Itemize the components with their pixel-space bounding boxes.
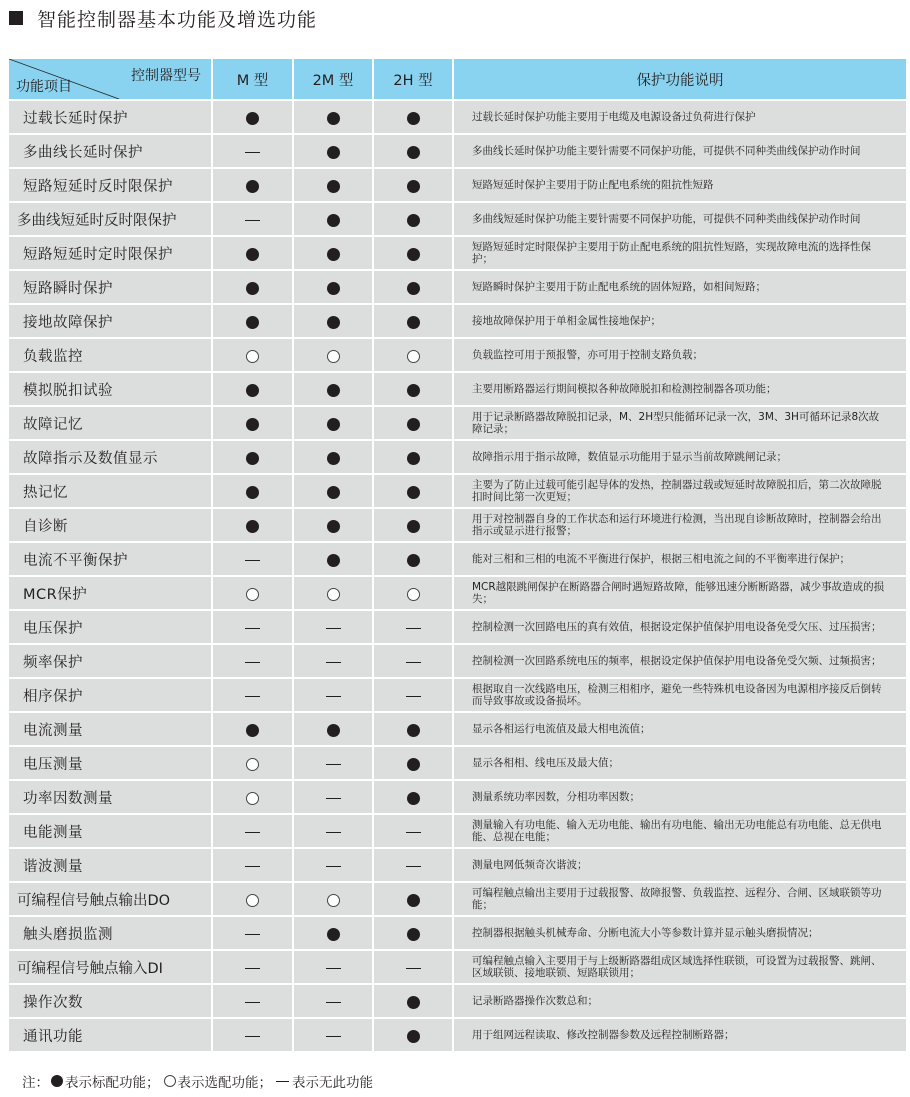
dash-icon <box>326 968 341 969</box>
support-cell-h2 <box>374 475 454 509</box>
filled-circle-icon <box>246 724 259 737</box>
legend-note <box>22 1071 373 1091</box>
support-cell-m2 <box>294 1019 374 1053</box>
support-cell-m2 <box>294 475 374 509</box>
support-cell-m2 <box>294 883 374 917</box>
table-row <box>9 543 906 577</box>
table-row <box>9 611 906 645</box>
support-cell-m <box>213 815 294 849</box>
page-title <box>9 6 317 30</box>
open-circle-icon <box>327 350 340 363</box>
dash-icon <box>245 866 260 867</box>
function-name: 多曲线长延时保护 <box>9 135 213 169</box>
support-cell-h2 <box>374 135 454 169</box>
open-circle-icon <box>246 894 259 907</box>
filled-circle-icon <box>327 418 340 431</box>
support-cell-m <box>213 849 294 883</box>
function-name: 短路短延时定时限保护 <box>9 237 213 271</box>
support-cell-m2 <box>294 917 374 951</box>
header-m: M 型 <box>213 59 294 101</box>
function-description: 可编程触点输入主要用于与上级断路器组成区域选择性联锁，可设置为过载报警、跳闸、区域联锁、接地联锁、短路联锁用； <box>454 951 906 985</box>
function-name: 电压测量 <box>9 747 213 781</box>
filled-circle-icon <box>327 248 340 261</box>
table-row <box>9 169 906 203</box>
function-description: 接地故障保护用于单相金属性接地保护； <box>454 305 906 339</box>
function-description: 测量系统功率因数，分相功率因数； <box>454 781 906 815</box>
function-description: 多曲线长延时保护功能主要针需要不同保护功能，可提供不同种类曲线保护动作时间 <box>454 135 906 169</box>
dash-icon <box>245 832 260 833</box>
open-circle-icon <box>327 588 340 601</box>
support-cell-h2 <box>374 747 454 781</box>
table-row <box>9 713 906 747</box>
function-name: 频率保护 <box>9 645 213 679</box>
function-table <box>9 59 906 1053</box>
function-description: 控制检测一次回路电压的真有效值，根据设定保护值保护用电设备免受欠压、过压损害； <box>454 611 906 645</box>
function-description: 控制器根据触头机械寿命、分断电流大小等参数计算并显示触头磨损情况； <box>454 917 906 951</box>
dash-icon <box>245 152 260 153</box>
dash-icon <box>245 1002 260 1003</box>
dash-icon <box>326 798 341 799</box>
function-name: 热记忆 <box>9 475 213 509</box>
filled-circle-icon <box>407 180 420 193</box>
filled-circle-icon <box>327 486 340 499</box>
dash-icon <box>245 662 260 663</box>
table-row <box>9 849 906 883</box>
note-prefix: 注： <box>22 1075 49 1091</box>
support-cell-m <box>213 475 294 509</box>
function-description: 显示各相运行电流值及最大相电流值； <box>454 713 906 747</box>
filled-circle-icon <box>246 316 259 329</box>
open-circle-icon <box>246 350 259 363</box>
support-cell-m <box>213 169 294 203</box>
support-cell-h2 <box>374 679 454 713</box>
filled-circle-icon <box>407 316 420 329</box>
dash-icon <box>406 696 421 697</box>
support-cell-m <box>213 339 294 373</box>
function-description: 能对三相和三相的电流不平衡进行保护，根据三相电流之间的不平衡率进行保护； <box>454 543 906 577</box>
function-description: 主要用断路器运行期间模拟各种故障脱扣和检测控制器各项功能； <box>454 373 906 407</box>
support-cell-h2 <box>374 305 454 339</box>
function-name: 负载监控 <box>9 339 213 373</box>
support-cell-h2 <box>374 169 454 203</box>
function-name: 自诊断 <box>9 509 213 543</box>
table-row <box>9 305 906 339</box>
dash-icon <box>406 628 421 629</box>
support-cell-m2 <box>294 509 374 543</box>
support-cell-h2 <box>374 203 454 237</box>
support-cell-m2 <box>294 713 374 747</box>
dash-icon <box>326 1036 341 1037</box>
filled-circle-icon <box>246 112 259 125</box>
filled-circle-icon <box>407 112 420 125</box>
header-row <box>9 59 906 101</box>
support-cell-m <box>213 271 294 305</box>
function-name: 可编程信号触点输入DI <box>9 951 213 985</box>
filled-circle-icon <box>327 214 340 227</box>
dash-icon <box>326 866 341 867</box>
header-2m: 2M 型 <box>294 59 374 101</box>
filled-circle-icon <box>327 146 340 159</box>
support-cell-m <box>213 645 294 679</box>
header-corner-cell <box>9 59 213 101</box>
support-cell-m <box>213 237 294 271</box>
support-cell-h2 <box>374 815 454 849</box>
function-description: 测量输入有功电能、输入无功电能、输出有功电能、输出无功电能总有功电能、总无供电能、总视在电能； <box>454 815 906 849</box>
filled-circle-icon <box>327 554 340 567</box>
support-cell-m <box>213 543 294 577</box>
dash-icon <box>245 628 260 629</box>
function-description: 用于对控制器自身的工作状态和运行环境进行检测，当出现自诊断故障时，控制器会给出指示或显示进行报警； <box>454 509 906 543</box>
dash-icon <box>326 764 341 765</box>
support-cell-h2 <box>374 441 454 475</box>
function-description: 多曲线短延时保护功能主要针需要不同保护功能，可提供不同种类曲线保护动作时间 <box>454 203 906 237</box>
function-description: 用于记录断路器故障脱扣记录，M、2H型只能循环记录一次，3M、3H可循环记录8次故障记录； <box>454 407 906 441</box>
function-name: 接地故障保护 <box>9 305 213 339</box>
function-description: 短路瞬时保护主要用于防止配电系统的固体短路，如相间短路； <box>454 271 906 305</box>
dash-icon <box>245 220 260 221</box>
filled-circle-icon <box>246 248 259 261</box>
support-cell-m2 <box>294 237 374 271</box>
filled-circle-icon <box>327 724 340 737</box>
filled-circle-icon <box>246 452 259 465</box>
filled-circle-icon <box>246 520 259 533</box>
dash-icon <box>245 934 260 935</box>
support-cell-h2 <box>374 339 454 373</box>
function-description: MCR越限跳闸保护在断路器合闸时遇短路故障，能够迅速分断断路器，减少事故造成的损失； <box>454 577 906 611</box>
function-name: 功率因数测量 <box>9 781 213 815</box>
filled-circle-icon <box>327 112 340 125</box>
table-row <box>9 475 906 509</box>
support-cell-m2 <box>294 747 374 781</box>
filled-circle-icon <box>407 146 420 159</box>
header-2h: 2H 型 <box>374 59 454 101</box>
table-row <box>9 271 906 305</box>
support-cell-m2 <box>294 373 374 407</box>
function-name: 故障记忆 <box>9 407 213 441</box>
support-cell-m <box>213 135 294 169</box>
support-cell-m <box>213 373 294 407</box>
support-cell-h2 <box>374 1019 454 1053</box>
support-cell-m2 <box>294 985 374 1019</box>
dash-icon <box>276 1081 289 1082</box>
function-description: 测量电网低频奇次谐波； <box>454 849 906 883</box>
title-square-icon <box>9 11 23 25</box>
support-cell-h2 <box>374 101 454 135</box>
function-description: 故障指示用于指示故障，数值显示功能用于显示当前故障跳闸记录； <box>454 441 906 475</box>
header-model-label: 控制器型号 <box>131 68 201 84</box>
filled-circle-icon <box>327 282 340 295</box>
filled-circle-icon <box>407 214 420 227</box>
dash-icon <box>406 968 421 969</box>
support-cell-m2 <box>294 339 374 373</box>
table-row <box>9 883 906 917</box>
support-cell-m <box>213 951 294 985</box>
table-row <box>9 135 906 169</box>
table-row <box>9 509 906 543</box>
function-description: 记录断路器操作次数总和； <box>454 985 906 1019</box>
support-cell-h2 <box>374 713 454 747</box>
filled-circle-icon <box>407 248 420 261</box>
filled-circle-icon <box>327 452 340 465</box>
filled-circle-icon <box>246 418 259 431</box>
filled-circle-icon <box>407 758 420 771</box>
table-row <box>9 237 906 271</box>
note-circle-text: 表示选配功能； <box>177 1075 272 1091</box>
function-description: 用于组网远程读取、修改控制器参数及远程控制断路器； <box>454 1019 906 1053</box>
support-cell-h2 <box>374 509 454 543</box>
support-cell-m <box>213 679 294 713</box>
function-name: MCR保护 <box>9 577 213 611</box>
dash-icon <box>245 1036 260 1037</box>
open-circle-icon <box>246 792 259 805</box>
function-name: 触头磨损监测 <box>9 917 213 951</box>
table-row <box>9 679 906 713</box>
support-cell-m <box>213 407 294 441</box>
support-cell-m2 <box>294 101 374 135</box>
function-description: 主要为了防止过载可能引起导体的发热，控制器过载或短延时故障脱扣后，第二次故障脱扣时间比第一次更短； <box>454 475 906 509</box>
open-circle-icon <box>246 588 259 601</box>
dash-icon <box>326 696 341 697</box>
dash-icon <box>406 662 421 663</box>
support-cell-m <box>213 203 294 237</box>
support-cell-m2 <box>294 203 374 237</box>
filled-circle-icon <box>407 724 420 737</box>
table-row <box>9 917 906 951</box>
filled-circle-icon <box>407 792 420 805</box>
support-cell-h2 <box>374 883 454 917</box>
table-row <box>9 203 906 237</box>
function-name: 短路瞬时保护 <box>9 271 213 305</box>
table-row <box>9 577 906 611</box>
open-circle-icon <box>164 1075 176 1087</box>
header-desc: 保护功能说明 <box>454 59 906 101</box>
function-description: 短路短延时保护主要用于防止配电系统的阻抗性短路 <box>454 169 906 203</box>
support-cell-m2 <box>294 543 374 577</box>
support-cell-m <box>213 611 294 645</box>
support-cell-m2 <box>294 407 374 441</box>
filled-circle-icon <box>407 418 420 431</box>
function-name: 短路短延时反时限保护 <box>9 169 213 203</box>
support-cell-m <box>213 883 294 917</box>
dash-icon <box>326 1002 341 1003</box>
support-cell-m2 <box>294 271 374 305</box>
support-cell-m2 <box>294 679 374 713</box>
support-cell-m2 <box>294 169 374 203</box>
dash-icon <box>245 696 260 697</box>
support-cell-m <box>213 985 294 1019</box>
support-cell-h2 <box>374 373 454 407</box>
support-cell-m2 <box>294 577 374 611</box>
function-description: 短路短延时定时限保护主要用于防止配电系统的阻抗性短路，实现故障电流的选择性保护； <box>454 237 906 271</box>
function-description: 根据取自一次线路电压，检测三相相序，避免一些特殊机电设备因为电源相序接反后倒转而导致事故或设备损坏。 <box>454 679 906 713</box>
table-row <box>9 339 906 373</box>
function-description: 显示各相相、线电压及最大值； <box>454 747 906 781</box>
dash-icon <box>245 560 260 561</box>
support-cell-m2 <box>294 135 374 169</box>
filled-circle-icon <box>246 486 259 499</box>
table-row <box>9 101 906 135</box>
support-cell-m <box>213 747 294 781</box>
filled-circle-icon <box>407 928 420 941</box>
filled-circle-icon <box>246 282 259 295</box>
filled-circle-icon <box>246 180 259 193</box>
support-cell-m <box>213 713 294 747</box>
filled-circle-icon <box>327 520 340 533</box>
support-cell-m <box>213 1019 294 1053</box>
filled-circle-icon <box>407 996 420 1009</box>
open-circle-icon <box>407 350 420 363</box>
title-text: 智能控制器基本功能及增选功能 <box>37 8 318 31</box>
support-cell-m2 <box>294 781 374 815</box>
table-row <box>9 985 906 1019</box>
dash-icon <box>326 832 341 833</box>
filled-circle-icon <box>327 384 340 397</box>
support-cell-m <box>213 917 294 951</box>
open-circle-icon <box>407 588 420 601</box>
support-cell-h2 <box>374 237 454 271</box>
support-cell-h2 <box>374 849 454 883</box>
support-cell-m2 <box>294 951 374 985</box>
filled-circle-icon <box>407 1030 420 1043</box>
dash-icon <box>406 866 421 867</box>
filled-circle-icon <box>407 384 420 397</box>
support-cell-h2 <box>374 577 454 611</box>
support-cell-m2 <box>294 815 374 849</box>
dash-icon <box>326 628 341 629</box>
filled-circle-icon <box>327 928 340 941</box>
function-name: 多曲线短延时反时限保护 <box>9 203 213 237</box>
filled-circle-icon <box>407 520 420 533</box>
support-cell-m <box>213 577 294 611</box>
function-name: 操作次数 <box>9 985 213 1019</box>
support-cell-h2 <box>374 917 454 951</box>
header-function-label: 功能项目 <box>16 79 72 95</box>
function-name: 电流测量 <box>9 713 213 747</box>
support-cell-m2 <box>294 849 374 883</box>
support-cell-m <box>213 781 294 815</box>
dash-icon <box>245 968 260 969</box>
table-row <box>9 1019 906 1053</box>
note-dot-text: 表示标配功能； <box>65 1075 160 1091</box>
support-cell-h2 <box>374 543 454 577</box>
dash-icon <box>326 662 341 663</box>
filled-circle-icon <box>407 894 420 907</box>
filled-circle-icon <box>407 282 420 295</box>
function-name: 电流不平衡保护 <box>9 543 213 577</box>
table-row <box>9 815 906 849</box>
function-name: 电压保护 <box>9 611 213 645</box>
dash-icon <box>406 832 421 833</box>
support-cell-h2 <box>374 611 454 645</box>
filled-circle-icon <box>407 452 420 465</box>
function-name: 谐波测量 <box>9 849 213 883</box>
function-description: 过载长延时保护功能主要用于电缆及电源设备过负荷进行保护 <box>454 101 906 135</box>
table-row <box>9 645 906 679</box>
function-name: 模拟脱扣试验 <box>9 373 213 407</box>
support-cell-m2 <box>294 305 374 339</box>
support-cell-h2 <box>374 645 454 679</box>
support-cell-m <box>213 305 294 339</box>
function-name: 电能测量 <box>9 815 213 849</box>
table-row <box>9 373 906 407</box>
table-row <box>9 951 906 985</box>
filled-circle-icon <box>327 180 340 193</box>
function-name: 相序保护 <box>9 679 213 713</box>
support-cell-m2 <box>294 645 374 679</box>
support-cell-h2 <box>374 951 454 985</box>
filled-circle-icon <box>407 554 420 567</box>
filled-circle-icon <box>246 384 259 397</box>
table-row <box>9 407 906 441</box>
function-name: 可编程信号触点输出DO <box>9 883 213 917</box>
table-row <box>9 747 906 781</box>
function-description: 可编程触点输出主要用于过载报警、故障报警、负载监控、远程分、合闸、区域联锁等功能； <box>454 883 906 917</box>
open-circle-icon <box>327 894 340 907</box>
filled-circle-icon <box>51 1075 63 1087</box>
filled-circle-icon <box>327 316 340 329</box>
support-cell-m <box>213 101 294 135</box>
support-cell-h2 <box>374 781 454 815</box>
support-cell-m2 <box>294 611 374 645</box>
support-cell-h2 <box>374 985 454 1019</box>
open-circle-icon <box>246 758 259 771</box>
support-cell-h2 <box>374 271 454 305</box>
function-description: 控制检测一次回路系统电压的频率，根据设定保护值保护用电设备免受欠频、过频损害； <box>454 645 906 679</box>
support-cell-m2 <box>294 441 374 475</box>
filled-circle-icon <box>407 486 420 499</box>
note-dash-text: 表示无此功能 <box>292 1075 373 1091</box>
function-description: 负载监控可用于预报警，亦可用于控制支路负载； <box>454 339 906 373</box>
function-name: 过载长延时保护 <box>9 101 213 135</box>
support-cell-h2 <box>374 407 454 441</box>
support-cell-m <box>213 441 294 475</box>
support-cell-m <box>213 509 294 543</box>
function-name: 故障指示及数值显示 <box>9 441 213 475</box>
function-name: 通讯功能 <box>9 1019 213 1053</box>
table-row <box>9 441 906 475</box>
table-row <box>9 781 906 815</box>
